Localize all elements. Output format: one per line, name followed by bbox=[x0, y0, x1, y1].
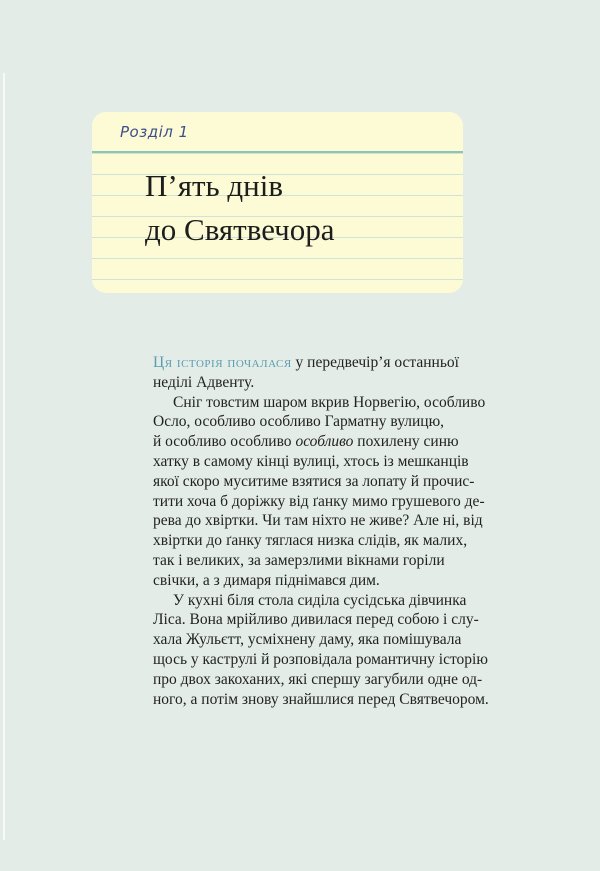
text-line: ного, а потім знову знайшлися перед Святвечором. bbox=[153, 690, 489, 708]
text-line: якої скоро муситиме взятися за лопату й прочис- bbox=[153, 472, 475, 490]
chapter-title-line: П’ять днів bbox=[145, 168, 284, 203]
text-line: тити хоча б доріжку від ґанку мимо грушевого де- bbox=[153, 492, 485, 510]
text-span: й особливо особливо bbox=[153, 433, 296, 451]
text-line: Ліса. Вона мрійливо дивилася перед собою і слу- bbox=[153, 611, 479, 629]
card-header-rule bbox=[92, 151, 463, 153]
text-line: хала Жульєтт, усміхнену даму, яка помішувала bbox=[153, 631, 462, 649]
text-line: хвіртки до ґанку тяглася низка слідів, як малих, bbox=[153, 532, 468, 550]
text-line: щось у каструлі й розповідала романтичну історію bbox=[153, 650, 488, 668]
chapter-heading-card bbox=[92, 112, 463, 293]
page-edge bbox=[3, 73, 5, 840]
text-line: хатку в самому кінці вулиці, хтось із мешканців bbox=[153, 452, 469, 470]
italic-emphasis: особливо bbox=[295, 433, 354, 451]
chapter-title bbox=[145, 164, 335, 252]
text-line: так і великих, за замерзлими вікнами горіли bbox=[153, 551, 445, 569]
text-span: похилену синю bbox=[353, 433, 459, 451]
chapter-label: Розділ 1 bbox=[120, 123, 189, 141]
text-line: про двох закоханих, які спершу загубили одне од- bbox=[153, 670, 483, 688]
text-line: свічки, а з димаря піднімався дим. bbox=[153, 571, 380, 589]
text-line: неділі Адвенту. bbox=[153, 373, 255, 391]
text-line bbox=[153, 353, 459, 373]
text-line: рева до хвіртки. Чи там ніхто не живе? Але ні, від bbox=[153, 512, 483, 530]
text-span: у передвечір’я останньої bbox=[291, 354, 459, 371]
chapter-title-line: до Святвечора bbox=[145, 212, 335, 247]
body-text bbox=[153, 353, 489, 709]
text-line: У кухні біля стола сиділа сусідська дівчинка bbox=[173, 591, 467, 609]
text-line bbox=[153, 432, 459, 452]
text-line: Сніг товстим шаром вкрив Норвегію, особливо bbox=[173, 393, 486, 411]
lead-in-small-caps: Ця історія почалася bbox=[153, 354, 292, 371]
text-line: Осло, особливо особливо Гарматну вулицю, bbox=[153, 413, 445, 431]
